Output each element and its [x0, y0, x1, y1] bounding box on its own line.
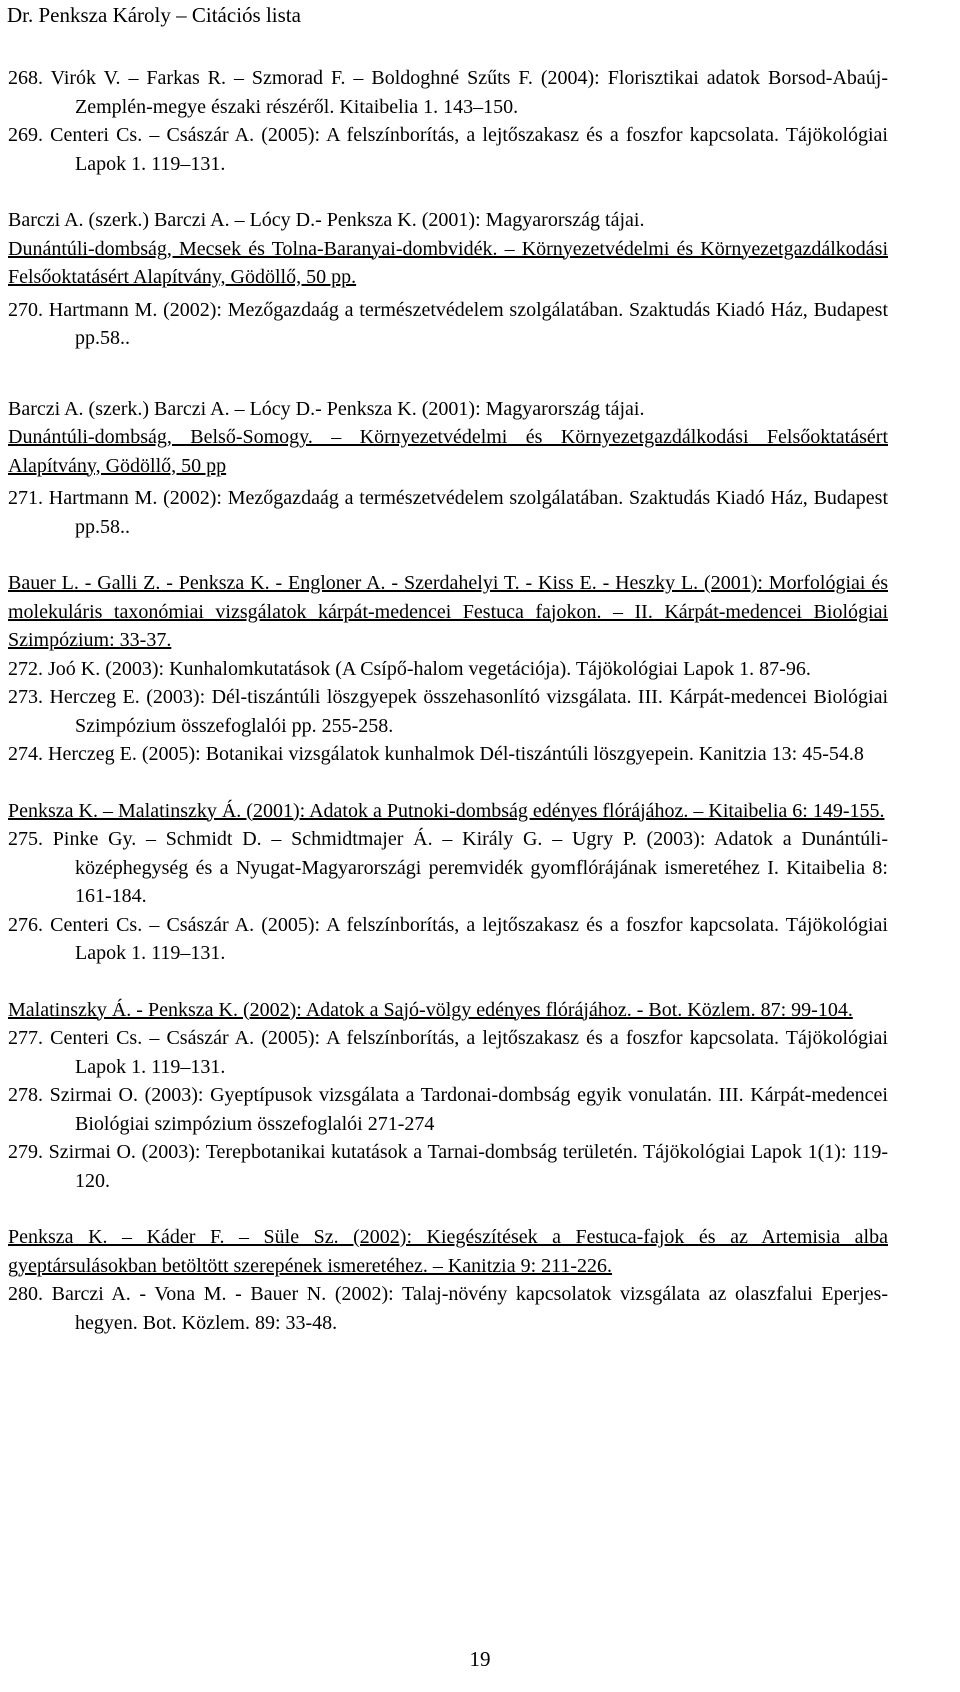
- cited-publication: Barczi A. (szerk.) Barczi A. – Lócy D.- Penksza K. (2001): Magyarország tájai.: [8, 397, 645, 420]
- page-header-title: Dr. Penksza Károly – Citációs lista: [7, 3, 301, 27]
- cited-publication: Barczi A. (szerk.) Barczi A. – Lócy D.- Penksza K. (2001): Magyarország tájai.: [8, 209, 645, 231]
- citing-entry: 271. Hartmann M. (2002): Mezőgazdaág a természetvédelem szolgálatában. Szaktudás Kiadó Ház, Budapest pp.58..: [8, 487, 888, 538]
- section-spacer: [8, 541, 888, 569]
- section-spacer: [8, 178, 888, 206]
- citing-entry: 278. Szirmai O. (2003): Gyeptípusok vizsgálata a Tardonai-dombság egyik vonulatán. III. Kárpát-medencei Biológiai szimpózium összefoglalói 271-274: [8, 1084, 888, 1135]
- citing-entry: 272. Joó K. (2003): Kunhalomkutatások (A Csípő-halom vegetációja). Tájökológiai Lapok 1. 87-96.: [8, 657, 811, 680]
- citing-entry: 268. Virók V. – Farkas R. – Szmorad F. – Boldoghné Szűts F. (2004): Florisztikai adatok Borsod-Abaúj-Zemplén-megye északi részéről. Kitaibelia 1. 143–150.: [8, 67, 888, 118]
- citing-entry: 270. Hartmann M. (2002): Mezőgazdaág a természetvédelem szolgálatában. Szaktudás Kiadó Ház, Budapest pp.58..: [8, 298, 888, 349]
- section-spacer: [8, 769, 888, 797]
- page-number: 19: [469, 1647, 491, 1671]
- citing-entry: 273. Herczeg E. (2003): Dél-tiszántúli löszgyepek összehasonlító vizsgálata. III. Kárpát-medencei Biológiai Szimpózium összefoglalói pp. 255-258.: [8, 686, 888, 737]
- citing-entry: 276. Centeri Cs. – Császár A. (2005): A felszínborítás, a lejtőszakasz és a foszfor kapcsolata. Tájökológiai Lapok 1. 119–131.: [8, 913, 888, 964]
- citing-entry: 274. Herczeg E. (2005): Botanikai vizsgálatok kunhalmok Dél-tiszántúli löszgyepein. Kanitzia 13: 45-54.8: [8, 743, 864, 765]
- section-spacer: [8, 353, 888, 395]
- cited-publication: Dunántúli-dombság, Belső-Somogy. – Környezetvédelmi és Környezetgazdálkodási Felsőoktatásért Alapítvány, Gödöllő, 50 pp: [8, 426, 888, 477]
- cited-publication: Malatinszky Á. - Penksza K. (2002): Adatok a Sajó-völgy edényes flórájához. - Bot. Közlem. 87: 99-104.: [8, 998, 853, 1021]
- citing-entry: 275. Pinke Gy. – Schmidt D. – Schmidtmajer Á. – Király G. – Ugry P. (2003): Adatok a Dunántúli-középhegység és a Nyugat-Magyarországi peremvidék gyomflórájának ismeretéhez I. Kitaibelia 8: 161-184.: [8, 828, 888, 907]
- citing-entry: 280. Barczi A. - Vona M. - Bauer N. (2002): Talaj-növény kapcsolatok vizsgálata az olaszfalui Eperjes-hegyen. Bot. Közlem. 89: 33-48.: [8, 1283, 888, 1334]
- cited-publication: Penksza K. – Káder F. – Süle Sz. (2002): Kiegészítések a Festuca-fajok és az Artemisia alba gyeptársulásokban betöltött szerepének ismeretéhez. – Kanitzia 9: 211-226.: [8, 1226, 888, 1277]
- section-spacer: [8, 1195, 888, 1223]
- citing-entry: 277. Centeri Cs. – Császár A. (2005): A felszínborítás, a lejtőszakasz és a foszfor kapcsolata. Tájökológiai Lapok 1. 119–131.: [8, 1027, 888, 1078]
- citation-list: [8, 64, 888, 1337]
- citing-entry: 279. Szirmai O. (2003): Terepbotanikai kutatások a Tarnai-dombság területén. Tájökológiai Lapok 1(1): 119-120.: [8, 1141, 888, 1192]
- section-spacer: [8, 968, 888, 996]
- cited-publication: Penksza K. – Malatinszky Á. (2001): Adatok a Putnoki-dombság edényes flórájához. – Kitaibelia 6: 149-155.: [8, 799, 885, 822]
- cited-publication: Dunántúli-dombság, Mecsek és Tolna-Baranyai-dombvidék. – Környezetvédelmi és Környezetgazdálkodási Felsőoktatásért Alapítvány, Gödöllő, 50 pp.: [8, 237, 888, 288]
- cited-publication: Bauer L. - Galli Z. - Penksza K. - Engloner A. - Szerdahelyi T. - Kiss E. - Heszky L. (2001): Morfológiai és molekuláris taxonómiai vizsgálatok kárpát-medencei Festuca fajokon. – II. Kárpát-medencei Biológiai Szimpózium: 33-37.: [8, 572, 888, 651]
- citing-entry: 269. Centeri Cs. – Császár A. (2005): A felszínborítás, a lejtőszakasz és a foszfor kapcsolata. Tájökológiai Lapok 1. 119–131.: [8, 124, 888, 175]
